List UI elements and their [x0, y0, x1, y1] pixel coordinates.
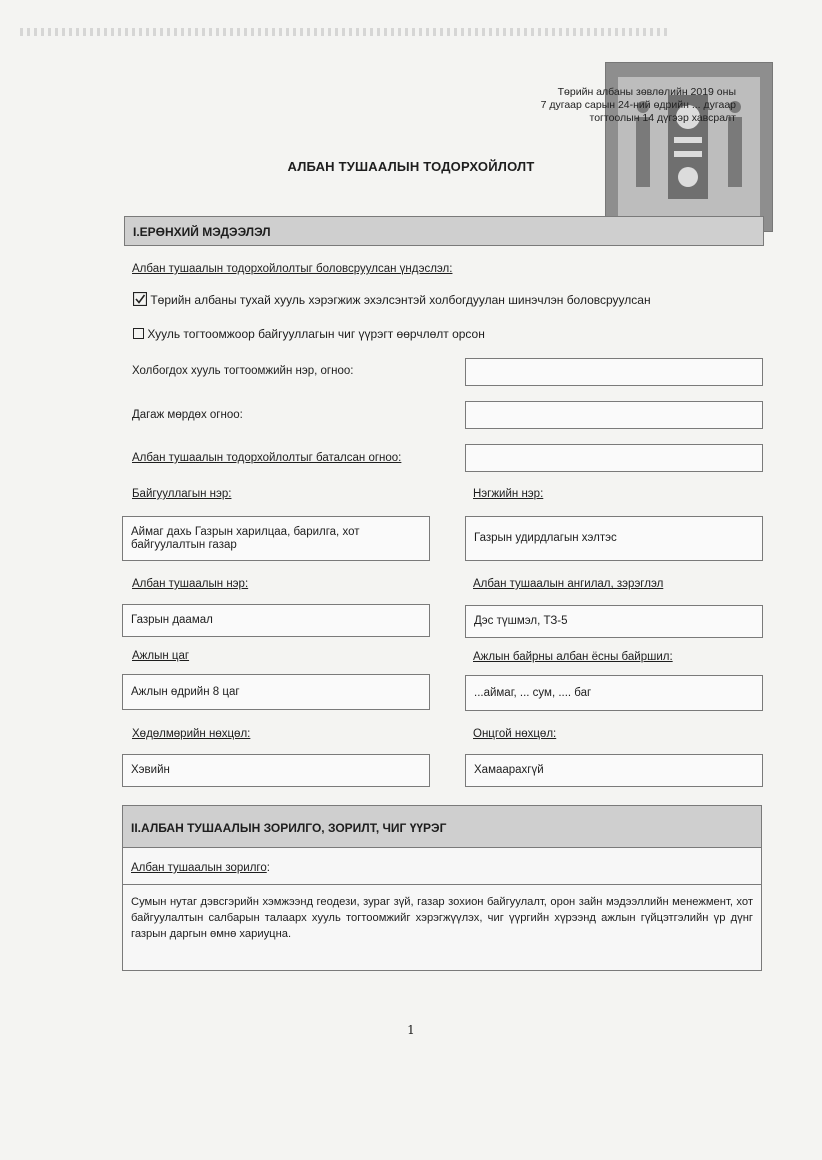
appendix-line-2: 7 дугаар сарын 24-ний өдрийн ... дугаар	[540, 99, 736, 111]
law-field[interactable]	[465, 358, 763, 386]
checkbox-checked-icon[interactable]	[133, 292, 147, 306]
checkbox-empty-icon[interactable]	[133, 328, 144, 339]
conditions-field[interactable]: Хэвийн	[122, 754, 430, 787]
class-field[interactable]: Дэс түшмэл, ТЗ-5	[465, 605, 763, 638]
option-1-label: Төрийн албаны тухай хууль хэрэгжиж эхэлсэнтэй холбогдуулан шинэчлэн боловсруулсан	[150, 293, 651, 307]
conditions-label: Хөдөлмөрийн нөхцөл:	[132, 728, 251, 740]
goal-text: Сумын нутаг дэвсгэрийн хэмжээнд геодези, зураг зүй, газар зохион байгуулалт, орон зайн мэдээллийн менежмент, хот байгуулалтын салбарын талаарх хууль тогтоомжийг хэрэгжүүлэх, чиг үүргийн хүрээнд ажлын гүйцэтгэлийн үр дүнг газрын даргын өмнө хариуцна.	[131, 896, 753, 940]
appendix-note	[416, 86, 736, 125]
divider	[123, 884, 761, 885]
class-label: Албан тушаалын ангилал, зэрэглэл	[473, 578, 664, 590]
page-number: 1	[407, 1023, 415, 1037]
goal-label-colon: :	[266, 862, 270, 874]
position-label: Албан тушаалын нэр:	[132, 578, 249, 590]
law-label: Холбогдох хууль тогтоомжийн нэр, огноо:	[132, 365, 354, 377]
section-1-header: I.ЕРӨНХИЙ МЭДЭЭЛЭЛ	[124, 216, 764, 246]
appendix-line-3: тогтоолын 14 дүгээр хавсралт	[589, 112, 736, 124]
option-1[interactable]	[133, 292, 651, 308]
special-conditions-label: Онцгой нөхцөл:	[473, 728, 557, 740]
section-2	[122, 805, 762, 971]
location-label: Ажлын байрны албан ёсны байршил:	[473, 651, 673, 663]
approved-date-label: Албан тушаалын тодорхойлолтыг баталсан огноо:	[132, 452, 402, 464]
option-2[interactable]	[133, 326, 485, 342]
approved-date-field[interactable]	[465, 444, 763, 472]
basis-label: Албан тушаалын тодорхойлолтыг боловсруулсан үндэслэл:	[132, 263, 453, 275]
goal-label-row	[131, 862, 270, 874]
position-field[interactable]: Газрын даамал	[122, 604, 430, 637]
location-field[interactable]: ...аймаг, ... сум, .... баг	[465, 675, 763, 711]
goal-label: Албан тушаалын зорилго	[131, 862, 267, 874]
hours-label: Ажлын цаг	[132, 650, 190, 662]
section-2-header: II.АЛБАН ТУШААЛЫН ЗОРИЛГО, ЗОРИЛТ, ЧИГ ҮҮРЭГ	[123, 806, 761, 848]
unit-label: Нэгжийн нэр:	[473, 488, 544, 500]
follow-date-label: Дагаж мөрдөх огноо:	[132, 409, 243, 421]
unit-field[interactable]: Газрын удирдлагын хэлтэс	[465, 516, 763, 561]
org-label: Байгууллагын нэр:	[132, 488, 232, 500]
option-2-label: Хууль тогтоомжоор байгууллагын чиг үүрэгт өөрчлөлт орсон	[147, 327, 485, 341]
hours-field[interactable]: Ажлын өдрийн 8 цаг	[122, 674, 430, 710]
appendix-line-1: Төрийн албаны зөвлөлийн 2019 оны	[557, 86, 736, 98]
follow-date-field[interactable]	[465, 401, 763, 429]
special-conditions-field[interactable]: Хамаарахгүй	[465, 754, 763, 787]
scan-artifact	[20, 28, 670, 36]
org-field[interactable]: Аймаг дахь Газрын харилцаа, барилга, хот байгуулалтын газар	[122, 516, 430, 561]
document-title: АЛБАН ТУШААЛЫН ТОДОРХОЙЛОЛТ	[287, 159, 535, 174]
